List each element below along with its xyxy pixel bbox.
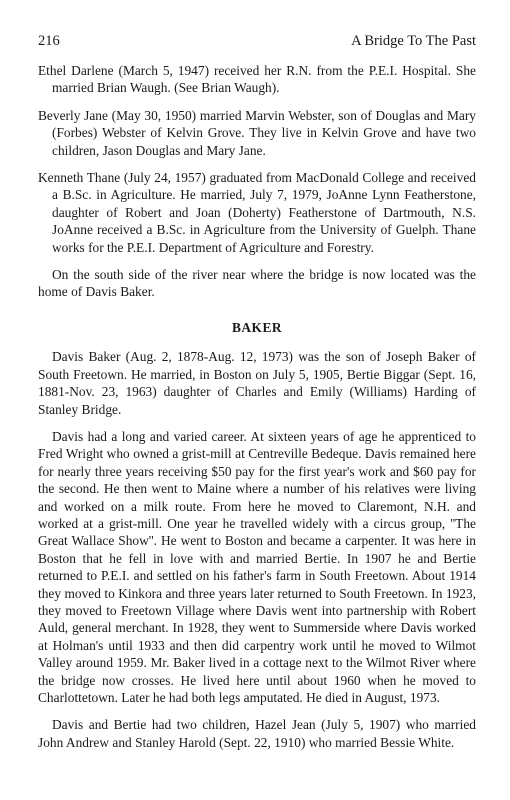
family-entry-ethel: Ethel Darlene (March 5, 1947) received her R.N. from the P.E.I. Hospital. She married Brian Waugh. (See Brian Waugh). [38, 63, 476, 96]
page-number: 216 [38, 33, 60, 49]
family-entry-beverly: Beverly Jane (May 30, 1950) married Marvin Webster, son of Douglas and Mary (Forbes) Webster of Kelvin Grove. They live in Kelvin Grove and have two children, Jason Douglas and Mary Jane. [38, 107, 476, 158]
baker-paragraph-2: Davis had a long and varied career. At sixteen years of age he apprenticed to Fred Wright who owned a grist-mill at Centreville Bedeque. Davis remained here for nearly three years receiving $50 pay for the first year's work and $60 pay for the second. He then went to Maine where a number of his relatives were living and worked on a milk route. From here he moved to Claremont, N.H. and worked at a grist-mill. One year he travelled widely with a circus group, ''The Great Wallace Show''. He went to Boston and became a carpenter. It was here in Boston that he fell in love with and married Bertie. In 1907 he and Bertie returned to P.E.I. and settled on his father's farm in South Freetown. About 1914 they moved to Kinkora and three years later returned to South Freetown. In 1923, they moved to Freetown Village where Davis went into partnership with Robert Auld, general merchant. In 1928, they went to Summerside where Davis worked at Holman's until 1933 and then did carpentry work until he moved to Wilmot Valley around 1959. Mr. Baker lived in a cottage next to the Wilmot River where the bridge now crosses. He lived here until about 1960 when he moved to Charlottetown. Later he had both legs amputated. He died in August, 1973. [38, 428, 476, 705]
baker-paragraph-1: Davis Baker (Aug. 2, 1878-Aug. 12, 1973) was the son of Joseph Baker of South Freetown. He married, in Boston on July 5, 1905, Bertie Biggar (Sept. 16, 1881-Nov. 23, 1963) daughter of Charles and Emily (Williams) Harding of Stanley Bridge. [38, 349, 476, 417]
family-entry-kenneth: Kenneth Thane (July 24, 1957) graduated from MacDonald College and received a B.Sc. in Agriculture. He married, July 7, 1979, JoAnne Lynn Featherstone, daughter of Robert and Joan (Doherty) Featherstone of Dartmouth, N.S. JoAnne received a B.Sc. in Agriculture from the University of Guelph. Thane works for the P.E.I. Department of Agriculture and Forestry. [38, 170, 476, 255]
page-body [38, 62, 476, 761]
running-title: A Bridge To The Past [351, 33, 476, 49]
section-heading: BAKER [231, 319, 283, 335]
baker-paragraph-3: Davis and Bertie had two children, Hazel Jean (July 5, 1907) who married John Andrew and Stanley Harold (Sept. 22, 1910) who married Bessie White. [38, 717, 476, 750]
intro-paragraph: On the south side of the river near where the bridge is now located was the home of Davis Baker. [38, 267, 476, 300]
